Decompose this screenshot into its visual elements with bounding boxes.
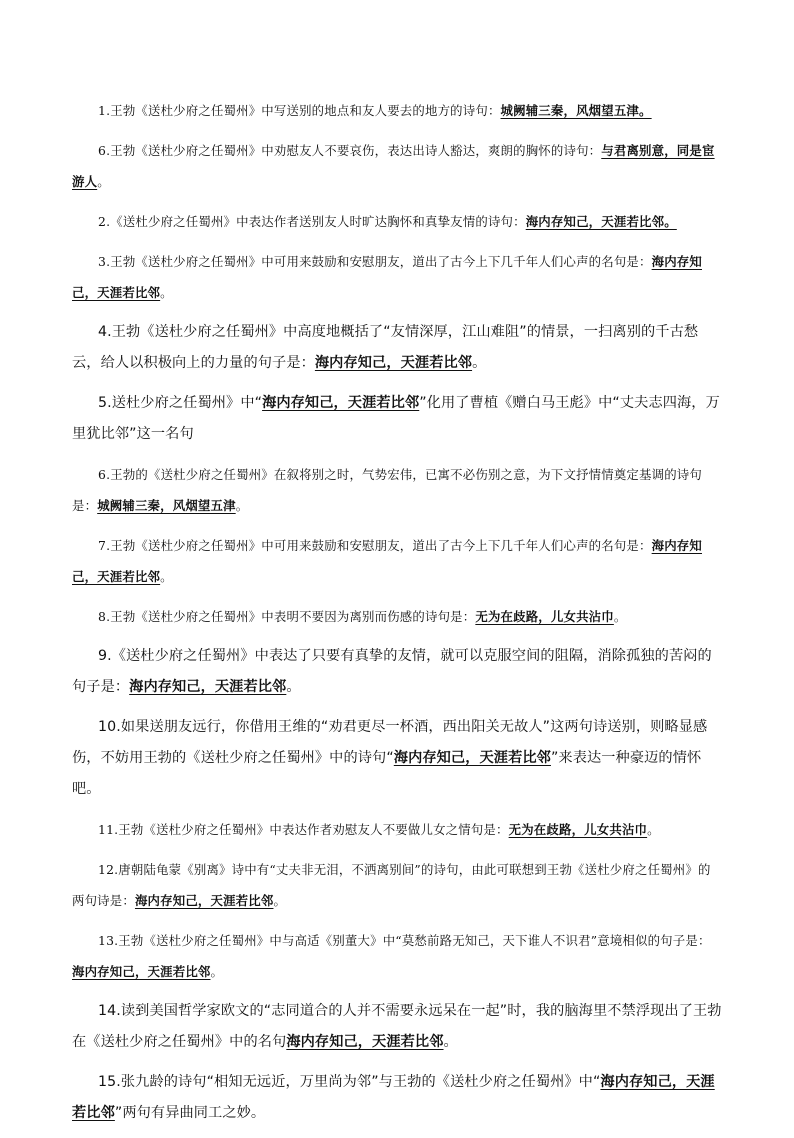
- question-item-15: [72, 996, 722, 1058]
- question-text: 14.读到美国哲学家欧文的“志同道合的人并不需要永远呆在一起”时，我的脑海里不禁浮现出了王勃在《送杜少府之任蜀州》中的名句: [72, 1003, 722, 1050]
- answer-text: 海内存知己，天涯若比邻: [134, 893, 274, 908]
- answer-text: 与君离别意，同是宦游人: [72, 143, 715, 189]
- answer-text: 城阙辅三秦，风烟望五津。: [500, 103, 652, 118]
- document-page: [72, 95, 722, 1138]
- question-item-14: [72, 925, 722, 987]
- answer-text: 海内存知己，天涯若比邻: [314, 355, 473, 371]
- question-text: 3.王勃《送杜少府之任蜀州》中可用来鼓励和安慰朋友，道出了古今上下几千年人们心声的名句是：: [98, 254, 652, 269]
- question-suffix: 。: [472, 355, 487, 371]
- answer-text: 海内存知己，天涯若比邻: [72, 1074, 715, 1121]
- question-text: 12.唐朝陆龟蒙《别离》诗中有“丈夫非无泪，不洒离别间”的诗句，由此可联想到王勃《送杜少府之任蜀州》的两句诗是：: [72, 862, 711, 908]
- question-item-5: [72, 317, 722, 379]
- question-text: 1.王勃《送杜少府之任蜀州》中写送别的地点和友人要去的地方的诗句：: [98, 103, 501, 118]
- answer-text: 海内存知己，天涯若比邻: [393, 750, 551, 766]
- answer-text: 无为在歧路，儿女共沾巾: [508, 822, 648, 837]
- question-suffix: 。: [97, 174, 110, 189]
- question-text: 2.《送杜少府之任蜀州》中表达作者送别友人时旷达胸怀和真挚友情的诗句：: [98, 214, 526, 229]
- answer-text: 海内存知己，天涯若比邻: [72, 964, 211, 979]
- question-item-6: [72, 388, 722, 450]
- question-suffix: ”来表达一种豪迈的情怀吧。: [72, 750, 702, 797]
- answer-text: 海内存知己，天涯若比邻。: [525, 214, 677, 229]
- question-suffix: 。: [160, 285, 173, 300]
- question-text: 15.张九龄的诗句“相知无远近，万里尚为邻”与王勃的《送杜少府之任蜀州》中“: [98, 1074, 601, 1090]
- question-text: 11.王勃《送杜少府之任蜀州》中表达作者劝慰友人不要做儿女之情句是：: [98, 822, 509, 837]
- question-suffix: 。: [286, 679, 301, 695]
- question-text: 7.王勃《送杜少府之任蜀州》中可用来鼓励和安慰朋友，道出了古今上下几千年人们心声的名句是：: [98, 538, 652, 553]
- question-item-16: [72, 1067, 722, 1129]
- question-item-1: [72, 95, 722, 126]
- question-item-13: [72, 854, 722, 916]
- question-suffix: 。: [443, 1034, 458, 1050]
- question-suffix: 。: [273, 893, 287, 908]
- question-text: 13.王勃《送杜少府之任蜀州》中与高适《别董大》中“莫愁前路无知己，天下谁人不识君”意境相似的句子是：: [98, 933, 711, 948]
- question-suffix: 。: [210, 964, 224, 979]
- answer-text: 城阙辅三秦，风烟望五津: [97, 498, 236, 513]
- question-item-2: [72, 135, 722, 197]
- question-item-11: [72, 712, 722, 805]
- answer-text: 无为在歧路，儿女共沾巾: [475, 609, 614, 624]
- question-suffix: ”化用了曹植《赠白马王彪》中“丈夫志四海，万里犹比邻”这一名句: [72, 395, 720, 442]
- question-item-7: [72, 459, 722, 521]
- answer-text: 海内存知己，天涯若比邻: [129, 679, 287, 695]
- answer-text: 海内存知己，天涯若比邻: [262, 395, 420, 411]
- question-suffix: 。: [235, 498, 249, 513]
- question-text: 4.王勃《送杜少府之任蜀州》中高度地概括了“友情深厚，江山难阻”的情景，一扫离别的千古愁云，给人以积极向上的力量的句子是：: [72, 324, 699, 371]
- question-item-10: [72, 641, 722, 703]
- question-text: 8.王勃《送杜少府之任蜀州》中表明不要因为离别而伤感的诗句是：: [98, 609, 476, 624]
- question-item-8: [72, 530, 722, 592]
- answer-text: 海内存知己，天涯若比邻: [72, 254, 702, 300]
- question-suffix: 。: [613, 609, 627, 624]
- answer-text: 海内存知己，天涯若比邻: [286, 1034, 444, 1050]
- question-text: 6.王勃《送杜少府之任蜀州》中劝慰友人不要哀伤，表达出诗人豁达，爽朗的胸怀的诗句：: [98, 143, 602, 158]
- answer-text: 海内存知己，天涯若比邻: [72, 538, 702, 584]
- question-item-12: [72, 814, 722, 845]
- question-text: 5.送杜少府之任蜀州》中“: [98, 395, 263, 411]
- question-item-9: [72, 601, 722, 632]
- question-item-4: [72, 246, 722, 308]
- question-text: 6.王勃的《送杜少府之任蜀州》在叙将别之时，气势宏伟，已寓不必伤别之意，为下文抒情情奠定基调的诗句是：: [72, 467, 702, 513]
- question-item-3: [72, 206, 722, 237]
- question-suffix: ”两句有异曲同工之妙。: [114, 1105, 266, 1121]
- question-text: 9.《送杜少府之任蜀州》中表达了只要有真挚的友情，就可以克服空间的阻隔，消除孤独的苦闷的句子是：: [72, 648, 712, 695]
- question-suffix: 。: [647, 822, 660, 837]
- question-suffix: 。: [160, 569, 173, 584]
- question-text: 10.如果送朋友远行，你借用王维的“劝君更尽一杯酒，西出阳关无故人”这两句诗送别，则略显感伤，不妨用王勃的《送杜少府之任蜀州》中的诗句“: [72, 719, 708, 766]
